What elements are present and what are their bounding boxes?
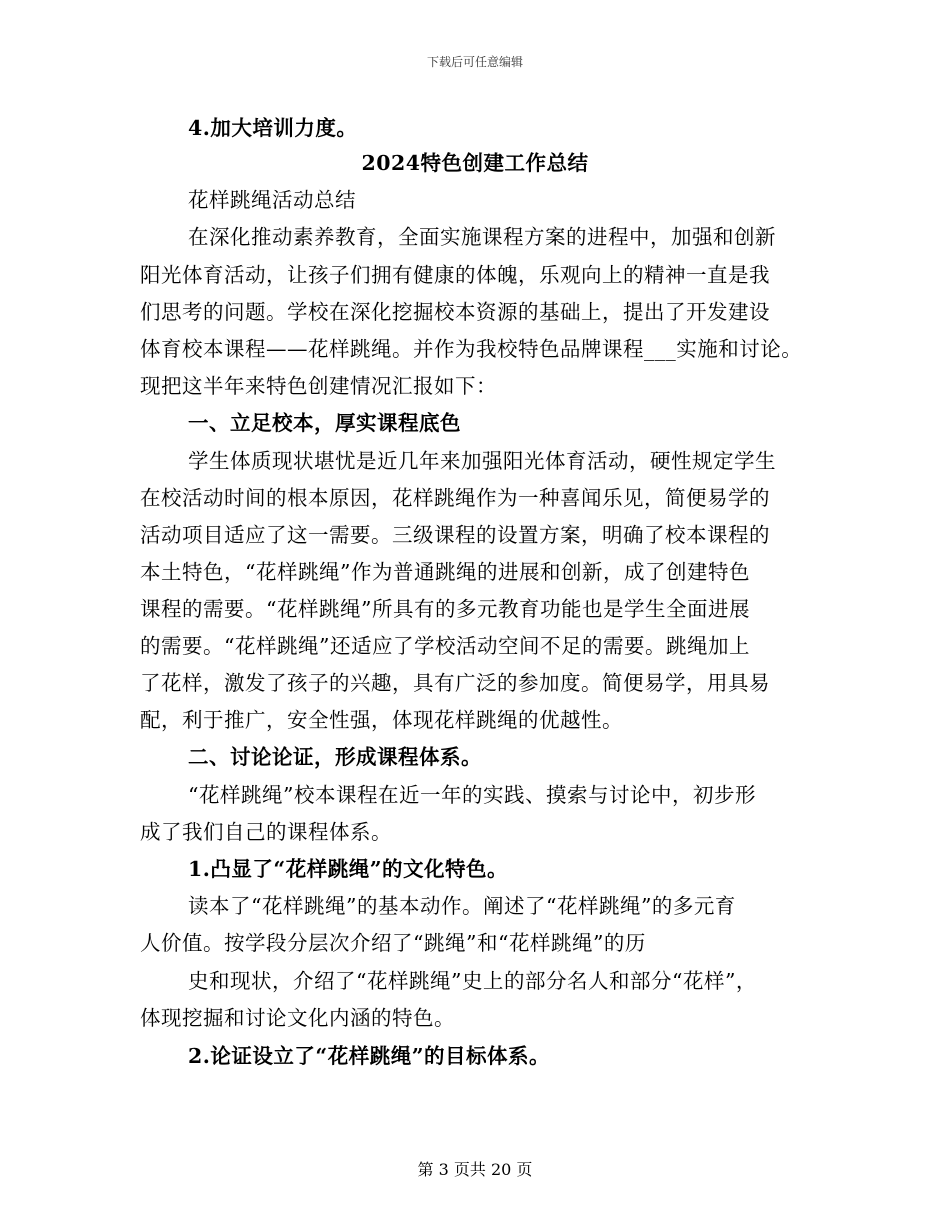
paragraph-line: 现把这半年来特色创建情况汇报如下： [140, 374, 497, 398]
subsection-2-heading: 2.论证设立了“花样跳绳”的目标体系。 [188, 1044, 550, 1068]
page-header: 下载后可任意编辑 [426, 55, 523, 69]
paragraph-line: 配，利于推广，安全性强，体现花样跳绳的优越性。 [140, 708, 623, 732]
subtitle: 花样跳绳活动总结 [188, 188, 356, 212]
paragraph-line: 了花样，激发了孩子的兴趣，具有广泛的参加度。简便易学，用具易 [140, 671, 770, 695]
paragraph-line: 们思考的问题。学校在深化挖掘校本资源的基础上，提出了开发建设 [140, 300, 770, 324]
paragraph-line: 的需要。“花样跳绳”还适应了学校活动空间不足的需要。跳绳加上 [140, 634, 750, 658]
item-4-heading: 4.加大培训力度。 [188, 116, 358, 140]
paragraph-line: 人价值。按学段分层次介绍了“跳绳”和“花样跳绳”的历 [140, 931, 646, 955]
paragraph-line: 活动项目适应了这一需要。三级课程的设置方案，明确了校本课程的 [140, 523, 770, 547]
paragraph-line: “花样跳绳”校本课程在近一年的实践、摸索与讨论中，初步形 [188, 783, 756, 807]
document-title: 2024特色创建工作总结 [361, 151, 589, 175]
paragraph-line: 体育校本课程——花样跳绳。并作为我校特色品牌课程___实施和讨论。 [140, 337, 803, 361]
paragraph-line: 在深化推动素养教育，全面实施课程方案的进程中，加强和创新 [188, 225, 776, 249]
paragraph-line: 课程的需要。“花样跳绳”所具有的多元教育功能也是学生全面进展 [140, 597, 750, 621]
paragraph-line: 本土特色，“花样跳绳”作为普通跳绳的进展和创新，成了创建特色 [140, 560, 750, 584]
subsection-1-heading: 1.凸显了“花样跳绳”的文化特色。 [188, 857, 508, 881]
paragraph-line: 读本了“花样跳绳”的基本动作。阐述了“花样跳绳”的多元育 [188, 894, 736, 918]
paragraph-line: 史和现状，介绍了“花样跳绳”史上的部分名人和部分“花样”， [188, 969, 757, 993]
page-footer: 第 3 页共 20 页 [417, 1160, 533, 1179]
paragraph-line: 学生体质现状堪忧是近几年来加强阳光体育活动，硬性规定学生 [188, 449, 776, 473]
section-2-heading: 二、讨论论证，形成课程体系。 [188, 745, 482, 769]
paragraph-line: 成了我们自己的课程体系。 [140, 820, 392, 844]
paragraph-line: 体现挖掘和讨论文化内涵的特色。 [140, 1006, 455, 1030]
paragraph-line: 阳光体育活动，让孩子们拥有健康的体魄，乐观向上的精神一直是我 [140, 263, 770, 287]
section-1-heading: 一、立足校本，厚实课程底色 [188, 411, 461, 435]
paragraph-line: 在校活动时间的根本原因，花样跳绳作为一种喜闻乐见，简便易学的 [140, 486, 770, 510]
